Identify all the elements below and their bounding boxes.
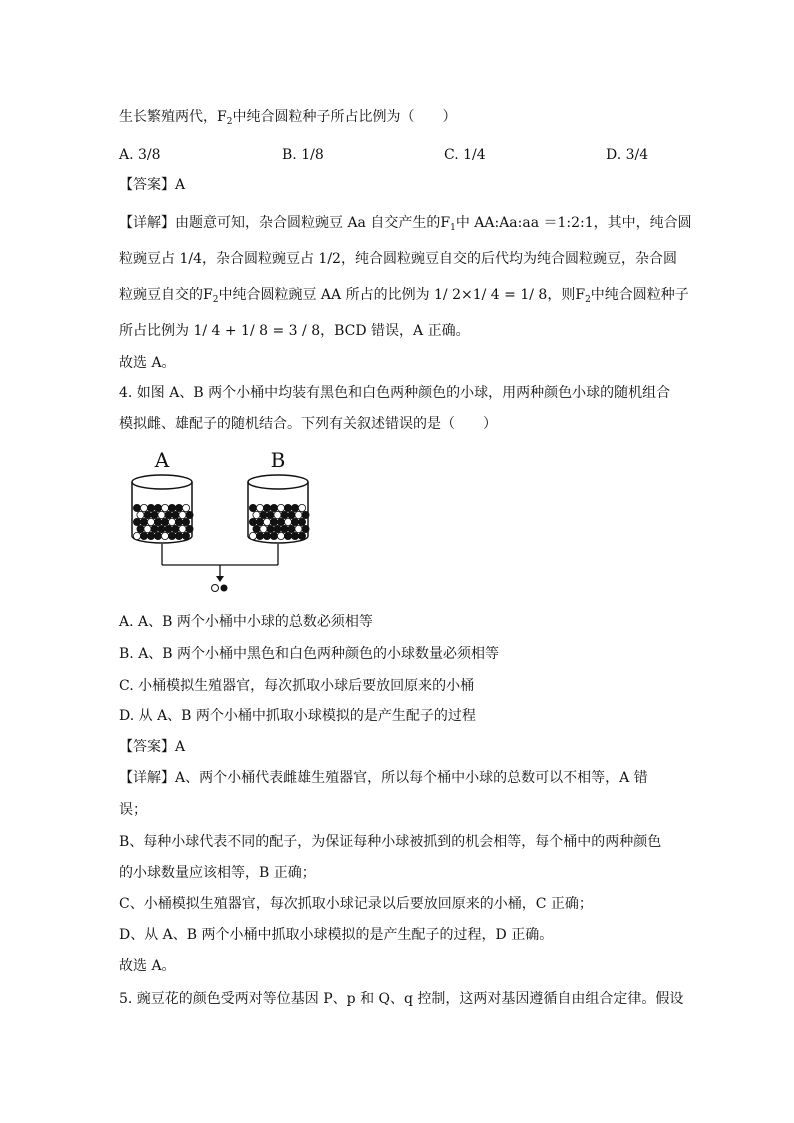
white-ball xyxy=(144,525,151,532)
black-ball xyxy=(256,532,263,539)
bucket-b-label: B xyxy=(270,448,286,472)
black-ball xyxy=(291,518,298,525)
black-ball xyxy=(263,532,270,539)
white-ball xyxy=(161,532,168,539)
white-ball xyxy=(256,504,263,511)
black-ball xyxy=(302,511,309,518)
white-ball xyxy=(284,518,291,525)
q4-detail-line-2: 误； xyxy=(119,802,147,818)
white-ball xyxy=(260,525,267,532)
q5-stem-line-1: 5. 豌豆花的颜色受两对等位基因 P、p 和 Q、q 控制，这两对基因遵循自由组合定律。假设 xyxy=(119,991,684,1007)
bucket-b xyxy=(248,475,309,543)
black-ball xyxy=(133,504,140,511)
white-ball xyxy=(253,511,260,518)
q4-option-c: C. 小桶模拟生殖器官，每次抓取小球后要放回原来的小桶 xyxy=(119,678,475,694)
black-ball xyxy=(154,518,161,525)
black-ball xyxy=(267,511,274,518)
q3-option-b: B. 1/8 xyxy=(282,147,324,163)
q3-option-a: A. 3/8 xyxy=(119,147,161,163)
q4-option-d: D. 从 A、B 两个小桶中抓取小球模拟的是产生配子的过程 xyxy=(119,708,476,724)
q3-answer: 【答案】A xyxy=(119,177,186,193)
black-ball xyxy=(161,518,168,525)
bucket-a xyxy=(132,475,193,543)
black-ball xyxy=(256,518,263,525)
black-ball xyxy=(277,518,284,525)
black-ball xyxy=(253,525,260,532)
black-ball xyxy=(147,532,154,539)
q4-stem-line-1: 4. 如图 A、B 两个小桶中均装有黑色和白色两种颜色的小球，用两种颜色小球的随机组合 xyxy=(119,385,671,401)
white-ball xyxy=(179,511,186,518)
q3-detail-line-4: 所占比例为 1/ 4 + 1/ 8 = 3 / 8，BCD 错误，A 正确。 xyxy=(119,323,470,339)
black-ball xyxy=(260,511,267,518)
black-ball xyxy=(281,511,288,518)
black-ball xyxy=(151,525,158,532)
black-ball xyxy=(284,504,291,511)
white-ball xyxy=(298,504,305,511)
black-ball xyxy=(140,518,147,525)
black-ball xyxy=(274,525,281,532)
black-ball xyxy=(291,504,298,511)
black-ball xyxy=(154,532,161,539)
connector-lines xyxy=(162,544,278,582)
black-ball xyxy=(281,525,288,532)
black-ball xyxy=(175,532,182,539)
black-ball xyxy=(267,525,274,532)
q3-option-c: C. 1/4 xyxy=(444,147,486,163)
q4-detail-line-3: B、每种小球代表不同的配子，为保证每种小球被抓到的机会相等，每个桶中的两种颜色 xyxy=(119,834,662,850)
black-ball xyxy=(182,532,189,539)
black-ball xyxy=(284,532,291,539)
q3-stem: 生长繁殖两代，$F_2$中纯合圆粒种子所占比例为（ ） xyxy=(119,109,457,127)
q3-detail-line-1: 【详解】由题意可知，杂合圆粒豌豆 Aa 自交产生的$F_1$中 AA:Aa:aa ＝1:2:1，其中，纯合圆 xyxy=(119,215,692,233)
white-ball xyxy=(179,525,186,532)
white-ball xyxy=(249,532,256,539)
black-ball xyxy=(249,518,256,525)
white-ball xyxy=(182,504,189,511)
black-ball xyxy=(165,525,172,532)
q4-stem-line-2: 模拟雌、雄配子的随机结合。下列有关叙述错误的是（ ） xyxy=(119,416,497,432)
white-ball xyxy=(212,585,219,592)
q3-detail-line-2: 粒豌豆占 1/4，杂合圆粒豌豆占 1/2，纯合圆粒豌豆自交的后代均为纯合圆粒豌豆，杂合圆 xyxy=(119,251,677,267)
black-ball xyxy=(186,525,193,532)
q3-option-d: D. 3/4 xyxy=(606,147,649,163)
q4-detail-line-1: 【详解】A、两个小桶代表雌雄生殖器官，所以每个桶中小球的总数可以不相等，A 错 xyxy=(119,770,648,786)
black-ball xyxy=(291,532,298,539)
black-ball xyxy=(182,518,189,525)
black-ball xyxy=(147,504,154,511)
black-ball xyxy=(158,525,165,532)
q4-answer: 【答案】A xyxy=(119,739,186,755)
black-ball xyxy=(270,518,277,525)
black-ball xyxy=(221,585,228,592)
bucket-a-label: A xyxy=(154,448,170,472)
white-ball xyxy=(158,511,165,518)
q4-detail-line-4: 的小球数量应该相等，B 正确； xyxy=(119,865,316,881)
q4-detail-line-6: D、从 A、B 两个小桶中抓取小球模拟的是产生配子的过程，D 正确。 xyxy=(119,927,554,943)
white-ball xyxy=(161,504,168,511)
black-ball xyxy=(144,511,151,518)
white-ball xyxy=(168,518,175,525)
black-ball xyxy=(154,504,161,511)
black-ball xyxy=(186,511,193,518)
arrow-down-icon xyxy=(216,576,224,582)
black-ball xyxy=(302,525,309,532)
black-ball xyxy=(263,504,270,511)
black-ball xyxy=(175,504,182,511)
buckets-figure xyxy=(120,448,320,598)
black-ball xyxy=(140,532,147,539)
black-ball xyxy=(168,532,175,539)
q3-detail-line-3: 粒豌豆自交的$F_2$中纯合圆粒豌豆 AA 所占的比例为 1/ 2×1/ 4 = 1/ 8，则$F_2$中纯合圆粒种子 xyxy=(119,287,689,305)
black-ball xyxy=(270,532,277,539)
q4-detail-line-5: C、小桶模拟生殖器官，每次抓取小球记录以后要放回原来的小桶，C 正确； xyxy=(119,896,593,912)
black-ball xyxy=(165,511,172,518)
black-ball xyxy=(172,525,179,532)
white-ball xyxy=(295,511,302,518)
q4-option-a: A. A、B 两个小桶中小球的总数必须相等 xyxy=(119,614,373,630)
white-ball xyxy=(140,504,147,511)
white-ball xyxy=(277,532,284,539)
black-ball xyxy=(288,511,295,518)
balls-a xyxy=(133,504,193,539)
black-ball xyxy=(249,504,256,511)
q4-conclusion: 故选 A。 xyxy=(119,958,176,974)
white-ball xyxy=(147,518,154,525)
white-ball xyxy=(133,532,140,539)
q4-option-b: B. A、B 两个小桶中黑色和白色两种颜色的小球数量必须相等 xyxy=(119,646,500,662)
black-ball xyxy=(298,518,305,525)
black-ball xyxy=(137,525,144,532)
black-ball xyxy=(172,511,179,518)
black-ball xyxy=(288,525,295,532)
white-ball xyxy=(277,504,284,511)
black-ball xyxy=(151,511,158,518)
q3-conclusion: 故选 A。 xyxy=(119,355,176,371)
balls-b xyxy=(249,504,309,539)
black-ball xyxy=(168,504,175,511)
white-ball xyxy=(274,511,281,518)
black-ball xyxy=(175,518,182,525)
black-ball xyxy=(133,518,140,525)
white-ball xyxy=(137,511,144,518)
black-ball xyxy=(298,532,305,539)
white-ball xyxy=(263,518,270,525)
black-ball xyxy=(270,504,277,511)
white-ball xyxy=(295,525,302,532)
